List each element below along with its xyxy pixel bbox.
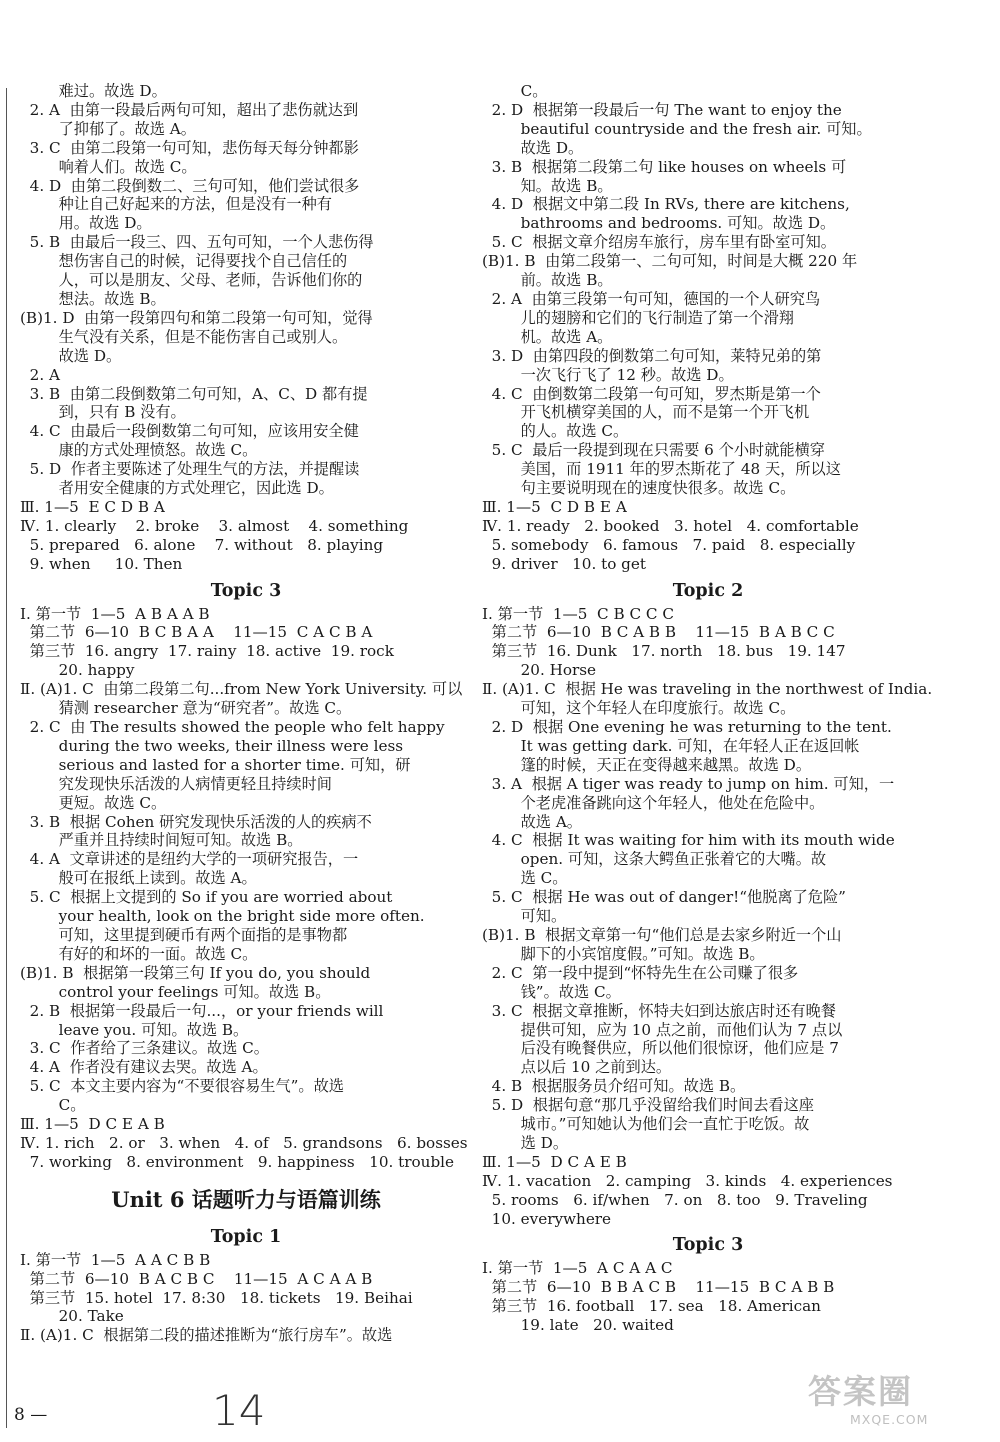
- answer-text: leave you. 可知。故选 B。: [20, 1020, 249, 1039]
- answer-line: [482, 926, 934, 945]
- answer-text: 句主要说明现在的速度快很多。故选 C。: [482, 479, 796, 498]
- answer-line: [482, 1002, 934, 1021]
- answer-line: [482, 680, 934, 699]
- answer-text: 脚下的小宾馆度假。”可知。故选 B。: [482, 944, 765, 963]
- answer-line: [482, 517, 934, 536]
- answer-text: 2. B 根据第一段最后一句...，or your friends will: [20, 1001, 384, 1020]
- answer-line: [482, 328, 934, 347]
- answer-line: [482, 555, 934, 574]
- answer-text: Ⅳ. 1. clearly 2. broke 3. almost 4. something: [20, 516, 409, 535]
- answer-line: [482, 1134, 934, 1153]
- answer-line: [20, 1134, 472, 1153]
- answer-text: 3. B 根据第二段第二句 like houses on wheels 可: [482, 157, 847, 176]
- watermark-logo: [808, 1366, 978, 1430]
- answer-line: [20, 195, 472, 214]
- answer-text: 第二节 6—10 B C A B B 11—15 B A B C C: [482, 623, 835, 642]
- answer-text: 究发现快乐活泼的人病情更轻且持续时间: [20, 774, 332, 793]
- answer-text: (B)1. B 根据文章第一句“他们总是去家乡附近一个山: [482, 925, 842, 944]
- answer-line: [20, 271, 472, 290]
- answer-line: [20, 1058, 472, 1077]
- answer-line: [20, 699, 472, 718]
- answer-line: [482, 271, 934, 290]
- answer-text: 儿的翅膀和它们的飞行制造了第一个滑翔: [482, 308, 794, 327]
- answer-line: [482, 1153, 934, 1172]
- answer-text: 4. C 由最后一段倒数第二句可知，应该用安全健: [20, 422, 359, 441]
- answer-text: 故选 A。: [482, 812, 582, 831]
- answer-line: [482, 699, 934, 718]
- answer-text: Ⅱ. (A)1. C 根据第二段的描述推断为“旅行房车”。故选: [20, 1326, 393, 1345]
- answer-text: Ⅲ. 1—5 C D B E A: [482, 497, 627, 516]
- answer-line: [20, 385, 472, 404]
- answer-line: [20, 1077, 472, 1096]
- answer-line: [482, 195, 934, 214]
- answer-text: Ⅰ. 第一节 1—5 A A C B B: [20, 1250, 211, 1269]
- answer-line: [482, 252, 934, 271]
- answer-text: 5. D 根据句意“那几乎没留给我们时间去看这座: [482, 1096, 814, 1115]
- answer-text: 4. C 根据 It was waiting for him with its mouth wide: [482, 831, 895, 850]
- answer-line: [482, 403, 934, 422]
- answer-text: 美国，而 1911 年的罗杰斯花了 48 天，所以这: [482, 460, 841, 479]
- answer-text: 前。故选 B。: [482, 271, 613, 290]
- answer-text: Ⅳ. 1. vacation 2. camping 3. kinds 4. experiences: [482, 1171, 893, 1190]
- answer-text: 般可在报纸上读到。故选 A。: [20, 869, 257, 888]
- answer-line: [482, 850, 934, 869]
- answer-text: 5. somebody 6. famous 7. paid 8. especially: [482, 535, 856, 554]
- answer-line: [482, 366, 934, 385]
- answer-text: 机。故选 A。: [482, 327, 613, 346]
- answer-text: 第三节 16. angry 17. rainy 18. active 19. rock: [20, 642, 394, 661]
- answer-text: 2. C 由 The results showed the people who felt happy: [20, 718, 445, 736]
- answer-text: 20. Take: [20, 1307, 124, 1326]
- answer-text: 篷的时候，天正在变得越来越黑。故选 D。: [482, 755, 812, 774]
- answer-text: 有好的和坏的一面。故选 C。: [20, 944, 258, 963]
- answer-line: [482, 661, 934, 680]
- answer-text: 5. C 根据文章介绍房车旅行，房车里有卧室可知。: [482, 233, 836, 252]
- answer-line: [482, 139, 934, 158]
- answer-line: [20, 964, 472, 983]
- answer-line: [20, 888, 472, 907]
- answer-text: 故选 D。: [482, 138, 584, 157]
- answer-line: [482, 460, 934, 479]
- answer-line: [482, 1058, 934, 1077]
- answer-line: [20, 1307, 472, 1326]
- answer-text: 用。故选 D。: [20, 214, 152, 233]
- answer-line: [20, 983, 472, 1002]
- answer-line: [20, 623, 472, 642]
- answer-text: 4. B 根据服务员介绍可知。故选 B。: [482, 1077, 746, 1096]
- answer-text: C。: [482, 82, 548, 100]
- handwritten-page-mark: 14: [212, 1386, 266, 1435]
- answer-line: [20, 1270, 472, 1289]
- answer-line: [482, 233, 934, 252]
- answer-line: [20, 233, 472, 252]
- answer-line: [20, 479, 472, 498]
- answer-line: [20, 101, 472, 120]
- answer-line: [482, 964, 934, 983]
- answer-line: [20, 907, 472, 926]
- answer-text: 7. working 8. environment 9. happiness 10. trouble: [20, 1152, 455, 1171]
- answer-text: Ⅱ. (A)1. C 由第二段第二句...from New York University. 可以: [20, 680, 463, 699]
- watermark-text: 答案圈: [808, 1372, 913, 1411]
- answer-text: 城市。”可知她认为他们会一直忙于吃饭。故: [482, 1115, 810, 1134]
- answer-text: 4. D 由第二段倒数二、三句可知，他们尝试很多: [20, 176, 360, 195]
- answer-text: 3. C 作者给了三条建议。故选 C。: [20, 1039, 269, 1058]
- answer-text: 钱”。故选 C。: [482, 982, 621, 1001]
- answer-text: C。: [20, 1096, 86, 1115]
- answer-text: 一次飞行飞了 12 秒。故选 D。: [482, 365, 734, 384]
- answer-line: [482, 756, 934, 775]
- answer-line: [20, 328, 472, 347]
- answer-line: [482, 158, 934, 177]
- answer-line: [20, 290, 472, 309]
- answer-text: 4. A 文章讲述的是纽约大学的一项研究报告，一: [20, 850, 359, 869]
- answer-line: [20, 775, 472, 794]
- answer-line: [20, 1115, 472, 1134]
- answer-text: 第三节 15. hotel 17. 8:30 18. tickets 19. Beihai: [20, 1288, 413, 1307]
- answer-text: 9. driver 10. to get: [482, 554, 646, 573]
- answer-text: 2. C 第一段中提到“怀特先生在公司赚了很多: [482, 963, 799, 982]
- answer-text: 2. D 根据 One evening he was returning to the tent.: [482, 718, 892, 736]
- answer-text: (B)1. B 根据第一段第三句 If you do, you should: [20, 963, 371, 982]
- answer-text: 种让自己好起来的方法，但是没有一种有: [20, 195, 332, 214]
- answer-line: [482, 1172, 934, 1191]
- answer-line: [20, 1021, 472, 1040]
- answer-text: 10. everywhere: [482, 1209, 612, 1228]
- answer-text: 响着人们。故选 C。: [20, 157, 197, 176]
- answer-text: 想法。故选 B。: [20, 289, 166, 308]
- answer-text: 的人。故选 C。: [482, 422, 629, 441]
- answer-text: 第二节 6—10 B B A C B 11—15 B C A B B: [482, 1278, 835, 1297]
- answer-text: 3. A 根据 A tiger was ready to jump on him. 可知，一: [482, 774, 895, 793]
- answer-text: 康的方式处理愤怒。故选 C。: [20, 441, 258, 460]
- answer-line: [482, 1039, 934, 1058]
- answer-text: 人，可以是朋友、父母、老师，告诉他们你的: [20, 271, 363, 290]
- answer-text: 严重并且持续时间短可知。故选 B。: [20, 831, 303, 850]
- answer-line: [20, 158, 472, 177]
- answer-line: [482, 907, 934, 926]
- answer-text: 想伤害自己的时候，记得要找个自己信任的: [20, 252, 348, 271]
- answer-line: [20, 139, 472, 158]
- topic-heading: Topic 1: [210, 1226, 282, 1247]
- answer-text: 5. C 最后一段提到现在只需要 6 个小时就能横穿: [482, 441, 825, 460]
- answer-line: [482, 422, 934, 441]
- left-answer-column: [20, 82, 472, 1345]
- answer-line: [482, 869, 934, 888]
- answer-line: [20, 756, 472, 775]
- answer-line: [20, 517, 472, 536]
- answer-line: [482, 642, 934, 661]
- answer-line: [20, 869, 472, 888]
- answer-text: 5. D 作者主要陈述了处理生气的方法，并提醒读: [20, 460, 360, 479]
- answer-line: [20, 945, 472, 964]
- answer-line: [482, 605, 934, 624]
- answer-text: 第三节 16. Dunk 17. north 18. bus 19. 147: [482, 642, 846, 661]
- answer-text: 9. when 10. Then: [20, 554, 183, 573]
- answer-text: 3. C 根据文章推断，怀特夫妇到达旅店时还有晚餐: [482, 1001, 836, 1020]
- answer-text: 4. A 作者没有建议去哭。故选 A。: [20, 1058, 268, 1077]
- answer-line: [482, 441, 934, 460]
- watermark-url: MXQE.COM: [850, 1412, 929, 1427]
- answer-line: [20, 347, 472, 366]
- answer-line: [20, 460, 472, 479]
- answer-line: [20, 794, 472, 813]
- answer-text: 4. C 由倒数第二段第一句可知，罗杰斯是第一个: [482, 384, 821, 403]
- answer-text: Ⅰ. 第一节 1—5 A B A A B: [20, 604, 210, 623]
- answer-text: 可知，这个年轻人在印度旅行。故选 C。: [482, 699, 796, 718]
- answer-line: [482, 1316, 934, 1335]
- answer-line: [482, 1210, 934, 1229]
- answer-text: 3. D 由第四段的倒数第二句可知，莱特兄弟的第: [482, 346, 822, 365]
- answer-line: [482, 1096, 934, 1115]
- answer-line: [20, 309, 472, 328]
- answer-text: 故选 D。: [20, 346, 122, 365]
- answer-line: [20, 1002, 472, 1021]
- answer-line: [482, 120, 934, 139]
- answer-text: 点以后 10 之前到达。: [482, 1058, 672, 1077]
- answer-line: [20, 680, 472, 699]
- answer-line: [482, 498, 934, 517]
- answer-text: beautiful countryside and the fresh air. 可知。: [482, 119, 872, 138]
- right-answer-column: [482, 82, 934, 1335]
- answer-line: [20, 366, 472, 385]
- answer-line: [482, 347, 934, 366]
- answer-text: (B)1. B 由第二段第一、二句可知，时间是大概 220 年: [482, 252, 858, 271]
- answer-line: [482, 101, 934, 120]
- answer-text: 5. C 根据上文提到的 So if you are worried about: [20, 888, 393, 907]
- unit-heading: Unit 6 话题听力与语篇训练: [111, 1186, 381, 1212]
- answer-text: 5. rooms 6. if/when 7. on 8. too 9. Traveling: [482, 1190, 868, 1209]
- answer-text: 3. B 根据 Cohen 研究发现快乐活泼的人的疾病不: [20, 812, 372, 831]
- answer-text: Ⅲ. 1—5 D C E A B: [20, 1115, 165, 1134]
- answer-text: during the two weeks, their illness were less: [20, 736, 404, 755]
- answer-line: [20, 605, 472, 624]
- answer-line: [20, 120, 472, 139]
- answer-text: 3. B 由第二段倒数第二句可知，A、C、D 都有提: [20, 384, 368, 403]
- answer-text: 知。故选 B。: [482, 176, 613, 195]
- answer-text: 到，只有 B 没有。: [20, 403, 186, 422]
- answer-line: [482, 479, 934, 498]
- topic-heading: Topic 3: [210, 580, 282, 601]
- answer-line: [20, 555, 472, 574]
- answer-line: [482, 888, 934, 907]
- answer-line: [20, 1096, 472, 1115]
- answer-line: [20, 737, 472, 756]
- answer-line: [482, 177, 934, 196]
- answer-line: [482, 82, 934, 101]
- answer-text: 难过。故选 D。: [20, 82, 167, 100]
- answer-line: [482, 1278, 934, 1297]
- answer-text: Ⅱ. (A)1. C 根据 He was traveling in the northwest of India.: [482, 680, 933, 699]
- answer-line: [20, 498, 472, 517]
- answer-text: It was getting dark. 可知，在年轻人正在返回帐: [482, 736, 860, 755]
- answer-text: control your feelings 可知。故选 B。: [20, 982, 331, 1001]
- answer-line: [482, 737, 934, 756]
- answer-text: serious and lasted for a shorter time. 可知，研: [20, 755, 411, 774]
- answer-line: [20, 422, 472, 441]
- answer-line: [20, 1289, 472, 1308]
- answer-text: 生气没有关系，但是不能伤害自己或别人。: [20, 327, 348, 346]
- answer-text: 了抑郁了。故选 A。: [20, 119, 196, 138]
- answer-text: 可知，这里提到硬币有两个面指的是事物都: [20, 925, 348, 944]
- answer-text: 后没有晚餐供应，所以他们很惊讶，他们应是 7: [482, 1039, 839, 1058]
- answer-text: 5. B 由最后一段三、四、五句可知，一个人悲伤得: [20, 233, 374, 252]
- answer-text: 选 C。: [482, 869, 568, 888]
- answer-text: 3. C 由第二段第一句可知，悲伤每天每分钟都影: [20, 138, 359, 157]
- answer-line: [482, 1115, 934, 1134]
- answer-text: 选 D。: [482, 1133, 569, 1152]
- answer-text: Ⅲ. 1—5 E C D B A: [20, 497, 165, 516]
- answer-line: [482, 385, 934, 404]
- answer-line: [482, 1259, 934, 1278]
- answer-text: 20. happy: [20, 661, 135, 680]
- answer-text: open. 可知，这条大鳄鱼正张着它的大嘴。故: [482, 850, 827, 869]
- answer-text: 开飞机横穿美国的人，而不是第一个开飞机: [482, 403, 810, 422]
- answer-line: [482, 1021, 934, 1040]
- answer-line: [20, 1153, 472, 1172]
- answer-text: Ⅰ. 第一节 1—5 C B C C C: [482, 604, 674, 623]
- answer-line: [482, 290, 934, 309]
- answer-text: bathrooms and bedrooms. 可知。故选 D。: [482, 214, 836, 233]
- answer-text: 第二节 6—10 B A C B C 11—15 A C A A B: [20, 1269, 373, 1288]
- answer-line: [20, 831, 472, 850]
- answer-text: (B)1. D 由第一段第四句和第二段第一句可知，觉得: [20, 308, 373, 327]
- answer-text: 2. D 根据第一段最后一句 The want to enjoy the: [482, 100, 842, 119]
- page-number: 8 —: [14, 1405, 48, 1425]
- answer-text: 5. C 根据 He was out of danger!“他脱离了危险”: [482, 888, 846, 907]
- answer-text: 19. late 20. waited: [482, 1316, 674, 1335]
- answer-line: [482, 718, 934, 737]
- answer-line: [20, 403, 472, 422]
- topic-heading: Topic 3: [672, 1235, 744, 1256]
- answer-text: 5. prepared 6. alone 7. without 8. playing: [20, 535, 384, 554]
- answer-line: [482, 536, 934, 555]
- answer-text: 5. C 本文主要内容为“不要很容易生气”。故选: [20, 1077, 344, 1096]
- answer-line: [482, 1297, 934, 1316]
- answer-line: [482, 1191, 934, 1210]
- answer-line: [20, 441, 472, 460]
- answer-text: 第二节 6—10 B C B A A 11—15 C A C B A: [20, 623, 373, 642]
- answer-text: 2. A 由第三段第一句可知，德国的一个人研究鸟: [482, 289, 821, 308]
- answer-line: [482, 1077, 934, 1096]
- answer-text: Ⅳ. 1. ready 2. booked 3. hotel 4. comfortable: [482, 516, 859, 535]
- answer-text: 2. A 由第一段最后两句可知，超出了悲伤就达到: [20, 100, 359, 119]
- answer-line: [482, 945, 934, 964]
- answer-text: 可知。: [482, 907, 567, 926]
- answer-line: [482, 623, 934, 642]
- answer-line: [20, 1039, 472, 1058]
- answer-line: [20, 850, 472, 869]
- answer-line: [20, 252, 472, 271]
- answer-text: Ⅳ. 1. rich 2. or 3. when 4. of 5. grandsons 6. bosses: [20, 1133, 468, 1152]
- answer-line: [20, 926, 472, 945]
- topic-heading: Topic 2: [672, 580, 744, 601]
- answer-line: [482, 309, 934, 328]
- answer-line: [20, 177, 472, 196]
- answer-line: [20, 813, 472, 832]
- answer-line: [20, 718, 472, 737]
- answer-text: Ⅰ. 第一节 1—5 A C A A C: [482, 1259, 673, 1278]
- answer-line: [20, 536, 472, 555]
- answer-line: [20, 82, 472, 101]
- answer-text: 第三节 16. football 17. sea 18. American: [482, 1297, 821, 1316]
- answer-text: 猜测 researcher 意为“研究者”。故选 C。: [20, 699, 352, 718]
- answer-line: [20, 661, 472, 680]
- margin-rule: [6, 88, 7, 1428]
- answer-text: 20. Horse: [482, 661, 597, 680]
- answer-text: 提供可知，应为 10 点之前，而他们认为 7 点以: [482, 1020, 843, 1039]
- answer-line: [20, 214, 472, 233]
- answer-line: [482, 775, 934, 794]
- answer-text: 2. A: [20, 365, 60, 384]
- answer-line: [482, 983, 934, 1002]
- answer-text: 个老虎准备跳向这个年轻人，他处在危险中。: [482, 793, 825, 812]
- answer-text: 4. D 根据文中第二段 In RVs, there are kitchens,: [482, 195, 850, 214]
- answer-text: your health, look on the bright side more often.: [20, 907, 425, 926]
- answer-line: [482, 214, 934, 233]
- answer-line: [20, 1251, 472, 1270]
- answer-line: [20, 1326, 472, 1345]
- answer-line: [482, 813, 934, 832]
- answer-line: [482, 794, 934, 813]
- answer-text: 者用安全健康的方式处理它，因此选 D。: [20, 479, 334, 498]
- answer-text: Ⅲ. 1—5 D C A E B: [482, 1152, 627, 1171]
- answer-line: [20, 642, 472, 661]
- answer-line: [482, 831, 934, 850]
- answer-text: 更短。故选 C。: [20, 793, 167, 812]
